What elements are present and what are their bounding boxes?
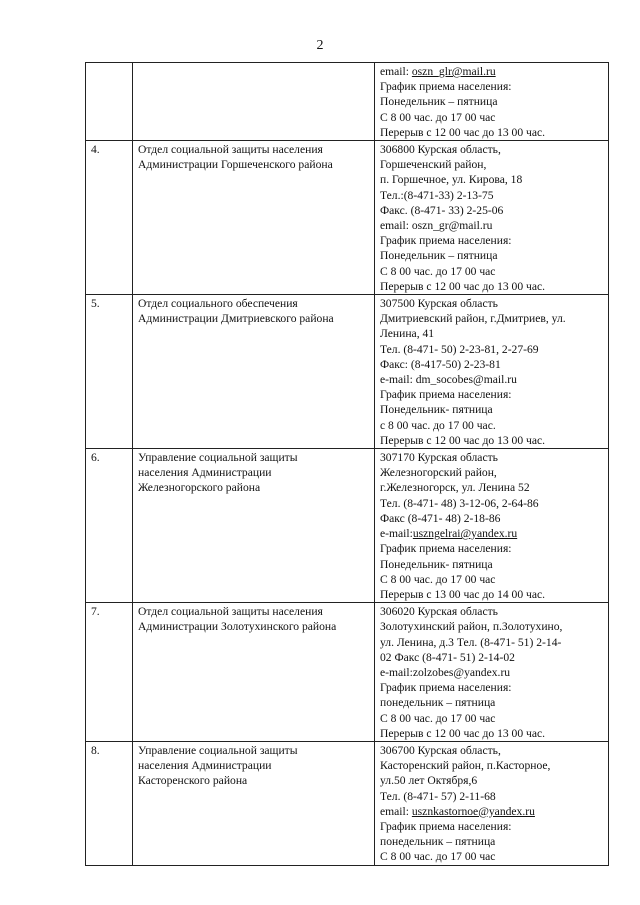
contact-line: ул. Ленина, д.3 Тел. (8-471- 51) 2-14- [380, 635, 562, 649]
contact-line: С 8 00 час. до 17 00 час [380, 110, 496, 124]
contact-line: График приема населения: [380, 681, 512, 695]
contact-line: График приема населения: [380, 819, 512, 833]
contact-line: 306700 Курская область, [380, 743, 501, 757]
contact-line: ул.50 лет Октября,6 [380, 774, 478, 788]
contact-line: 307170 Курская область [380, 451, 498, 465]
contact-line: Перерыв с 12 00 час до 13 00 час. [380, 279, 546, 293]
row-number: 4. [86, 141, 133, 295]
office-contacts [375, 63, 609, 141]
office-name [133, 295, 375, 449]
office-name [133, 741, 375, 865]
contact-line: email: oszn_glr@mail.ru [380, 65, 496, 78]
office-name-line: Касторенского района [138, 774, 248, 788]
contact-line: Дмитриевский район, г.Дмитриев, ул. [380, 312, 566, 326]
offices-table-body [86, 63, 609, 866]
contact-line: понедельник – пятница [380, 835, 496, 849]
office-name-line: Администрации Дмитриевского района [138, 312, 334, 326]
contact-line: e-mail:uszngelrai@yandex.ru [380, 527, 518, 541]
contact-line: Тел.:(8-471-33) 2-13-75 [380, 188, 494, 202]
office-name-line: Отдел социальной защиты населения [138, 605, 323, 619]
contact-line: Факс (8-471- 48) 2-18-86 [380, 511, 501, 525]
table-row [86, 741, 609, 865]
contact-line: 306020 Курская область [380, 605, 498, 619]
contact-line: e-mail:zolzobes@yandex.ru [380, 665, 511, 679]
office-name [133, 141, 375, 295]
office-name-line: Администрации Золотухинского района [138, 620, 337, 634]
table-row [86, 449, 609, 603]
office-name-line: Управление социальной защиты [138, 451, 298, 465]
office-name-line: Отдел социальной защиты населения [138, 143, 323, 157]
contact-line: п. Горшечное, ул. Кирова, 18 [380, 173, 523, 187]
contact-line: с 8 00 час. до 17 00 час. [380, 418, 496, 432]
contact-line: Понедельник- пятница [380, 557, 493, 571]
email-link[interactable]: uszngelrai@yandex.ru [412, 527, 518, 541]
contact-line: email: oszn_gr@mail.ru [380, 219, 493, 233]
office-name-line: Железногорского района [138, 481, 261, 495]
office-name [133, 63, 375, 141]
offices-table [85, 62, 609, 866]
office-contacts [375, 741, 609, 865]
row-number: 7. [86, 603, 133, 742]
office-name-line: населения Администрации [138, 759, 272, 773]
contact-line: e-mail: dm_socobes@mail.ru [380, 373, 517, 387]
contact-line: г.Железногорск, ул. Ленина 52 [380, 481, 530, 495]
contact-line: 02 Факс (8-471- 51) 2-14-02 [380, 650, 515, 664]
contact-line: Золотухинский район, п.Золотухино, [380, 620, 563, 634]
office-contacts [375, 295, 609, 449]
contact-line: 307500 Курская область [380, 297, 498, 311]
row-number: 5. [86, 295, 133, 449]
office-name-line: Администрации Горшеченского района [138, 158, 333, 172]
contact-line: График приема населения: [380, 542, 512, 556]
contact-line: Перерыв с 13 00 час до 14 00 час. [380, 587, 546, 601]
contact-line: Факс: (8-417-50) 2-23-81 [380, 357, 501, 371]
contact-line: Понедельник- пятница [380, 403, 493, 417]
table-row [86, 141, 609, 295]
row-number: 8. [86, 741, 133, 865]
office-name [133, 449, 375, 603]
office-name-line: Отдел социального обеспечения [138, 297, 298, 311]
office-contacts [375, 141, 609, 295]
contact-line: С 8 00 час. до 17 00 час [380, 572, 496, 586]
contact-line: С 8 00 час. до 17 00 час [380, 711, 496, 725]
table-row [86, 295, 609, 449]
contact-line: С 8 00 час. до 17 00 час [380, 850, 496, 864]
contact-line: Тел. (8-471- 57) 2-11-68 [380, 789, 496, 803]
contact-line: 306800 Курская область, [380, 143, 501, 157]
office-name-line: Управление социальной защиты [138, 743, 298, 757]
contact-line: Понедельник – пятница [380, 249, 498, 263]
row-number: 6. [86, 449, 133, 603]
table-row [86, 63, 609, 141]
contact-line: Ленина, 41 [380, 327, 435, 341]
office-contacts [375, 603, 609, 742]
email-link[interactable]: oszn_glr@mail.ru [411, 65, 496, 78]
contact-line: Железногорский район, [380, 466, 497, 480]
contact-line: Перерыв с 12 00 час до 13 00 час. [380, 433, 546, 447]
page-number: 2 [316, 38, 324, 53]
contact-line: Перерыв с 12 00 час до 13 00 час. [380, 726, 546, 740]
contact-line: График приема населения: [380, 80, 512, 94]
contact-line: понедельник – пятница [380, 696, 496, 710]
table-row [86, 603, 609, 742]
email-link[interactable]: usznkastornoe@yandex.ru [411, 804, 535, 818]
office-name [133, 603, 375, 742]
contact-line: График приема населения: [380, 388, 512, 402]
contact-line: Тел. (8-471- 48) 3-12-06, 2-64-86 [380, 496, 539, 510]
contact-line: Понедельник – пятница [380, 95, 498, 109]
contact-line: Перерыв с 12 00 час до 13 00 час. [380, 125, 546, 139]
contact-line: С 8 00 час. до 17 00 час [380, 264, 496, 278]
office-contacts [375, 449, 609, 603]
contact-line: Горшеченский район, [380, 158, 487, 172]
contact-line: Факс. (8-471- 33) 2-25-06 [380, 203, 504, 217]
contact-line: email: usznkastornoe@yandex.ru [380, 804, 535, 818]
office-name-line: населения Администрации [138, 466, 272, 480]
contact-line: График приема населения: [380, 234, 512, 248]
contact-line: Касторенский район, п.Касторное, [380, 759, 551, 773]
contact-line: Тел. (8-471- 50) 2-23-81, 2-27-69 [380, 342, 539, 356]
row-number [86, 63, 133, 141]
